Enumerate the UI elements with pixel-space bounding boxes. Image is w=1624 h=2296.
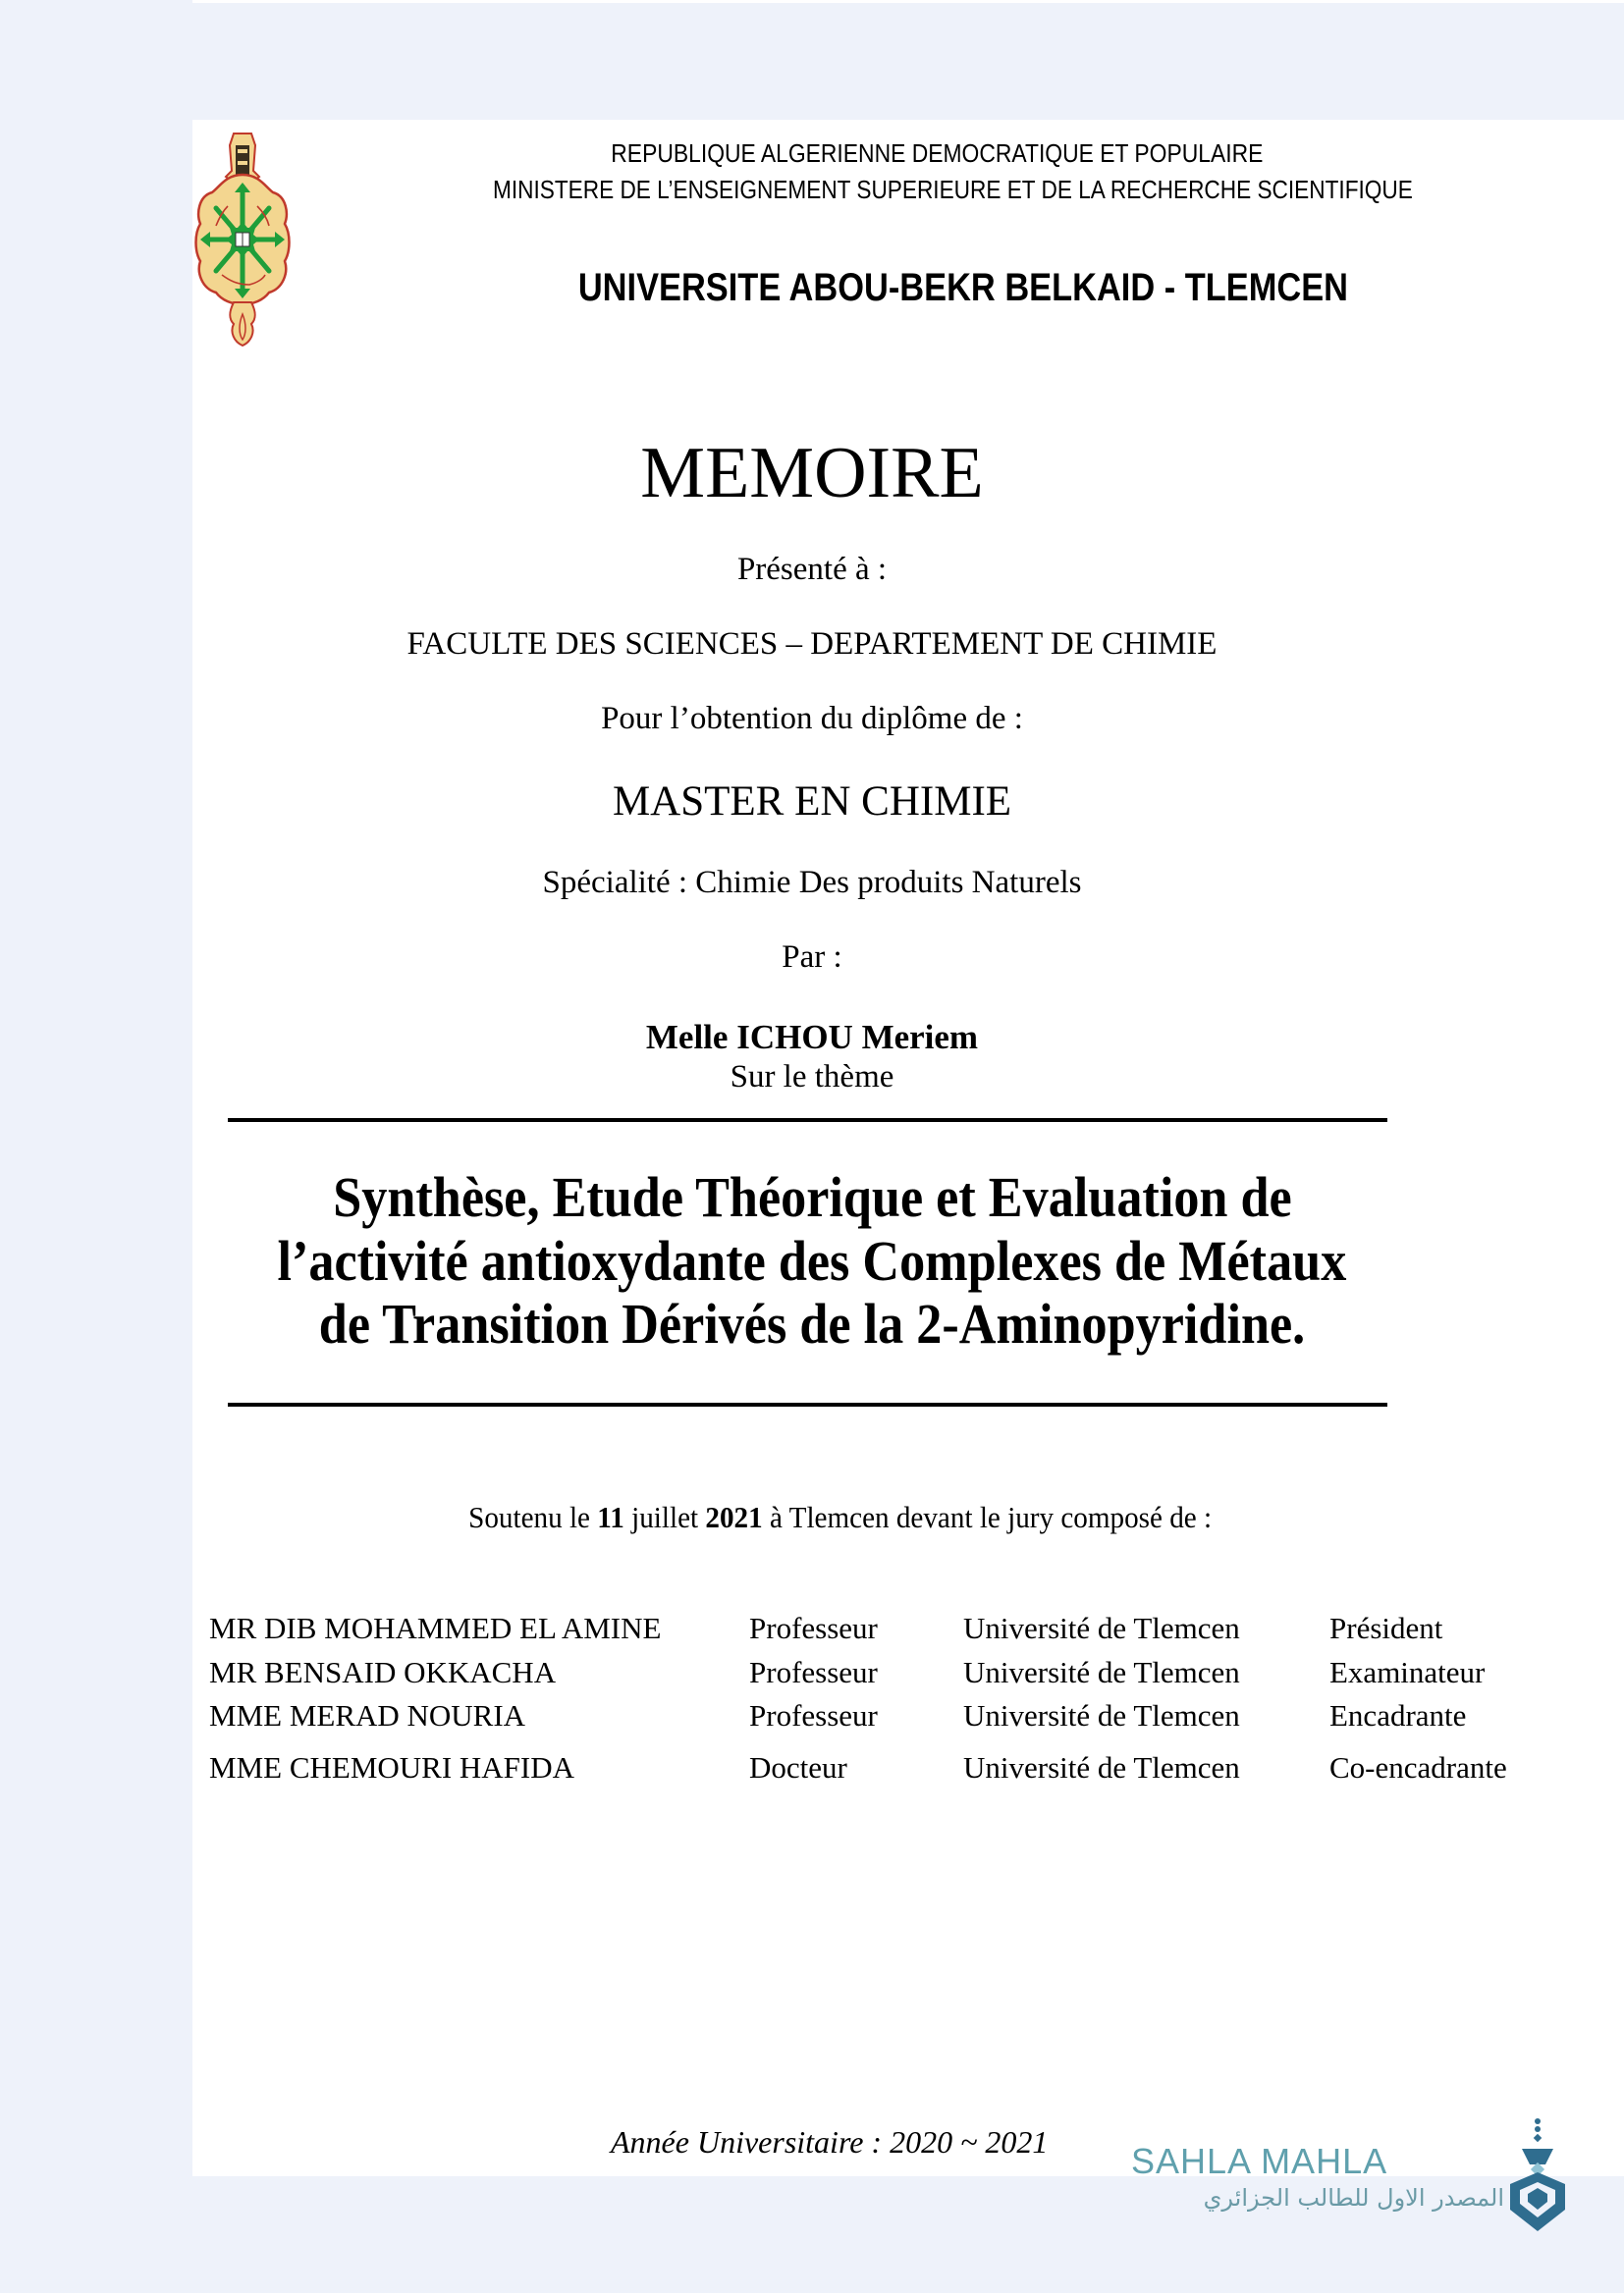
jury-name: MME CHEMOURI HAFIDA [209,1750,575,1785]
theme-label: Sur le thème [730,1059,894,1095]
faculty: FACULTE DES SCIENCES – DEPARTEMENT DE CHIMIE [406,626,1218,662]
jury-name: MR DIB MOHAMMED EL AMINE [209,1611,662,1645]
thesis-title-line-3 [0,1293,1624,1356]
presented-to: Présenté à : [736,552,888,587]
for-diploma: Pour l’obtention du diplôme de : [601,701,1023,736]
jury-institution: Université de Tlemcen [963,1698,1240,1733]
jury-grade: Professeur [749,1655,878,1689]
header-republic [567,138,1275,168]
jury-role: Co-encadrante [1329,1750,1507,1785]
academic-year: Année Universitaire : 2020 ~ 2021 [611,2124,1049,2160]
top-margin-band [192,3,1624,120]
emblem-icon [194,132,291,347]
defense-day: 11 [597,1500,625,1534]
jury-institution: Université de Tlemcen [963,1655,1240,1689]
title-bottom-rule [228,1403,1387,1407]
author-name: Melle ICHOU Meriem [645,1018,979,1056]
defense-year: 2021 [705,1500,764,1534]
jury-name: MME MERAD NOURIA [209,1698,526,1733]
university-emblem-logo [194,132,291,347]
jury-institution: Université de Tlemcen [963,1611,1240,1645]
university-name [515,266,1349,309]
jury-grade: Professeur [749,1611,878,1645]
left-margin-band [0,0,192,2293]
sahla-mahla-emblem-icon [1502,2115,1573,2233]
defense-month: juillet [624,1500,706,1534]
diploma-name: MASTER EN CHIMIE [612,778,1012,825]
thesis-title-line-3-text: de Transition Dérivés de la 2-Aminopyridine. [318,1292,1306,1356]
jury-institution: Université de Tlemcen [963,1750,1240,1785]
header-ministry-text: MINISTERE DE L’ENSEIGNEMENT SUPERIEURE ET DE LA RECHERCHE SCIENTIFIQUE [492,175,1413,204]
watermark-brand: SAHLA MAHLA [1131,2141,1388,2181]
sahla-mahla-watermark [1129,2115,1581,2238]
defense-prefix: Soutenu le [468,1500,598,1534]
university-name-text: UNIVERSITE ABOU-BEKR BELKAID - TLEMCEN [577,266,1349,309]
thesis-title-line-1-text: Synthèse, Etude Théorique et Evaluation de [332,1165,1292,1229]
jury-name: MR BENSAID OKKACHA [209,1655,557,1689]
title-top-rule [228,1118,1387,1122]
defense-suffix: à Tlemcen devant le jury composé de : [763,1500,1213,1534]
jury-grade: Professeur [749,1698,878,1733]
jury-role: Encadrante [1329,1698,1467,1733]
header-ministry [424,175,1417,204]
defense-statement [414,1499,1267,1536]
defense-statement-text [469,1499,1213,1536]
header-republic-text: REPUBLIQUE ALGERIENNE DEMOCRATIQUE ET POPULAIRE [611,138,1264,168]
watermark-tagline: المصدر الاول للطالب الجزائري [1203,2184,1504,2212]
thesis-title-line-2-text: l’activité antioxydante des Complexes de Métaux [277,1229,1347,1293]
doc-type-title: MEMOIRE [640,433,984,513]
speciality: Spécialité : Chimie Des produits Naturels [542,865,1082,900]
jury-role: Président [1329,1611,1443,1645]
by-label: Par : [782,939,842,975]
jury-role: Examinateur [1329,1655,1486,1689]
jury-grade: Docteur [749,1750,847,1785]
thesis-title-line-2 [0,1230,1624,1293]
thesis-title-line-1 [0,1166,1624,1229]
